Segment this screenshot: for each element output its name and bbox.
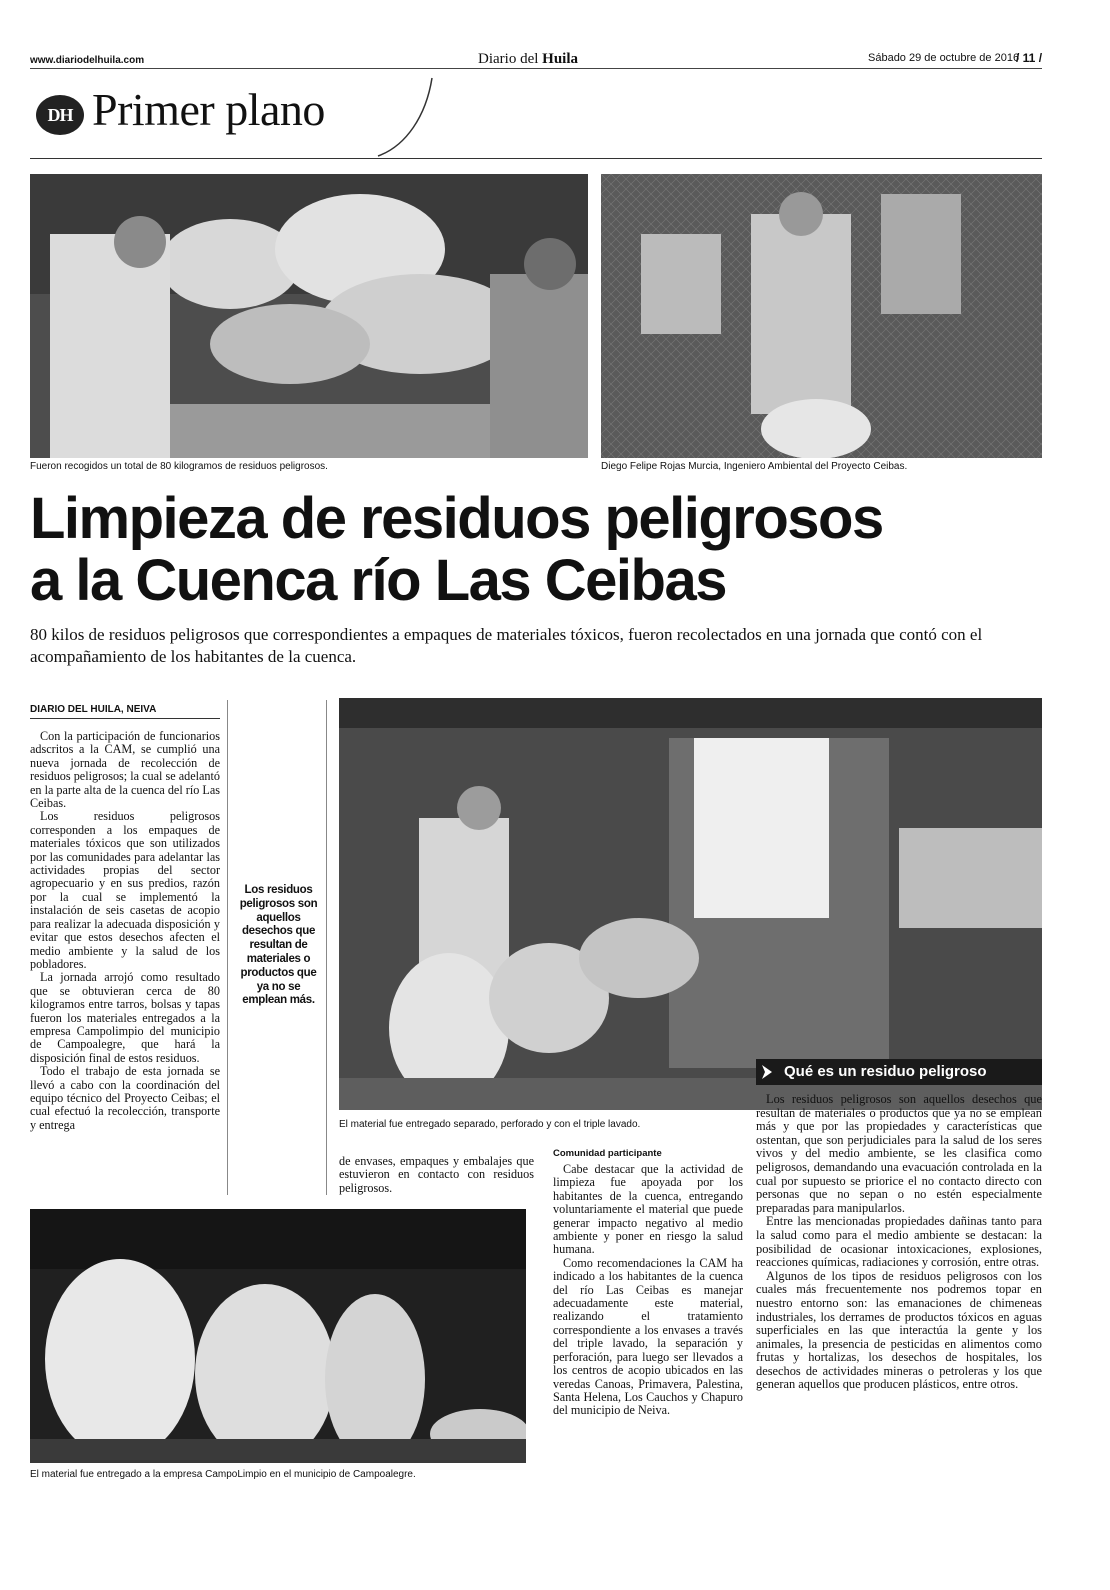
caption-bottom-left: El material fue entregado a la empresa CampoLimpio en el municipio de Campoalegre.: [30, 1469, 416, 1480]
sidebar-body: Los residuos peligrosos son aquellos desechos que resultan de materiales o productos que ya no se emplean más y que por las propiedades y características que ostentan, que son perjudiciales para la salud de los seres vivos y del medio ambiente, se les clasifica como peligrosos, demandando una evacuación controlada en la cual por supuesto se priorice el no contacto directo con personas que no sepan o no estén especialmente preparadas para manipularlos. Entre las mencionadas propiedades dañinas tanto para la salud como para el medio ambiente se destacan: la posibilidad de ocasionar intoxicaciones, explosiones, reacciones químicas, radiaciones y corrosión, entre otras. Algunos de los tipos de residuos peligrosos con los cuales más frecuentemente nos podremos topar en nuestro entorno son: las emanaciones de chimeneas industriales, los derrames de productos tóxicos en aguas superficiales en las que interactúa la gente y los animales, la presencia de pesticidas en alimentos como frutas y hortalizas, los desechos de hospitales, los desechos de actividades mineras o petroleras y los que generan aquellos que producen plásticos, entre otros.: [756, 1092, 1042, 1392]
sidebar-title: Qué es un residuo peligroso: [756, 1059, 1042, 1085]
section-title: Primer plano: [92, 84, 325, 135]
photo-engineer: [601, 174, 1042, 458]
column-rule: [227, 700, 228, 1195]
subhead: Comunidad participante: [553, 1148, 662, 1159]
issue-date: Sábado 29 de octubre de 2016: [868, 52, 1020, 64]
headline: Limpieza de residuos peligrosos a la Cuenca río Las Ceibas: [30, 486, 883, 613]
caption-center: El material fue entregado separado, perforado y con el triple lavado.: [339, 1119, 641, 1130]
section-rule: [30, 158, 1042, 159]
top-rule: [30, 68, 1042, 69]
column-rule: [326, 700, 327, 1195]
newspaper-name: Diario del Huila: [478, 51, 579, 67]
caption-top-left: Fueron recogidos un total de 80 kilogramos de residuos peligrosos.: [30, 461, 328, 472]
site-url: www.diariodelhuila.com: [30, 55, 145, 66]
article-column-3: Cabe destacar que la actividad de limpieza fue apoyada por los habitantes de la cuenca, entregando voluntariamente el material que puede generar impacto negativo al medio ambiente y poner en riesgo la salud humana. Como recomendaciones la CAM ha indicado a los habitantes de la cuenca del río Las Ceibas es manejar adecuadamente este material, realizando el tratamiento correspondiente a los envases a través del triple lavado, la separación y perforación, para luego ser llevados a los centros de acopio ubicados en las veredas Canoas, Primavera, Palestina, Santa Helena, Los Cauchos y Chapuro del municipio de Neiva.: [553, 1162, 743, 1418]
deck: 80 kilos de residuos peligrosos que correspondientes a empaques de materiales tóxicos, fueron recolectados en una jornada que contó con el acompañamiento de los habitantes de la cuenca.: [30, 625, 983, 666]
pull-quote: Los residuos peligrosos son aquellos desechos que resultan de materiales o productos que ya no se emplean más.: [239, 884, 318, 1007]
dh-logo: DH: [36, 95, 84, 135]
section-swoosh: [376, 76, 436, 158]
photo-truck-bags: [30, 174, 588, 458]
caption-top-right: Diego Felipe Rojas Murcia, Ingeniero Ambiental del Proyecto Ceibas.: [601, 461, 908, 472]
byline-rule: [30, 718, 220, 719]
photo-collection-shed: [339, 698, 1042, 1110]
article-column-1: Con la participación de funcionarios adscritos a la CAM, se cumplió una nueva jornada de recolección de residuos peligrosos; la cual se adelantó en la parte alta de la cuenca del río Las Ceibas. Los residuos peligrosos corresponden a los empaques de materiales tóxicos que son utilizados por las comunidades para adelantar las actividades propias del sector agropecuario y en sus predios, razón por la cual se implementó la instalación de seis casetas de acopio para realizar la adecuada disposición y evitar que estos desechos afecten el medio ambiente y la salud de los pobladores. La jornada arrojó como resultado que se obtuvieran cerca de 80 kilogramos entre tarros, bolsas y tapas fueron los materiales entregados a la empresa Campolimpio del municipio de Campoalegre, que hará la disposición final de estos residuos. Todo el trabajo de esta jornada se llevó a cabo con la coordinación del equipo técnico del Proyecto Ceibas; el cual efectuó la recolección, transporte y entrega: [30, 729, 220, 1132]
article-column-2: de envases, empaques y embalajes que estuvieron en contacto con residuos peligrosos.: [339, 1154, 534, 1195]
byline: DIARIO DEL HUILA, NEIVA: [30, 704, 157, 715]
page-number: / 11 /: [1016, 51, 1043, 65]
chevron-right-icon: [760, 1064, 774, 1080]
photo-sacks-campolimpio: [30, 1209, 526, 1463]
